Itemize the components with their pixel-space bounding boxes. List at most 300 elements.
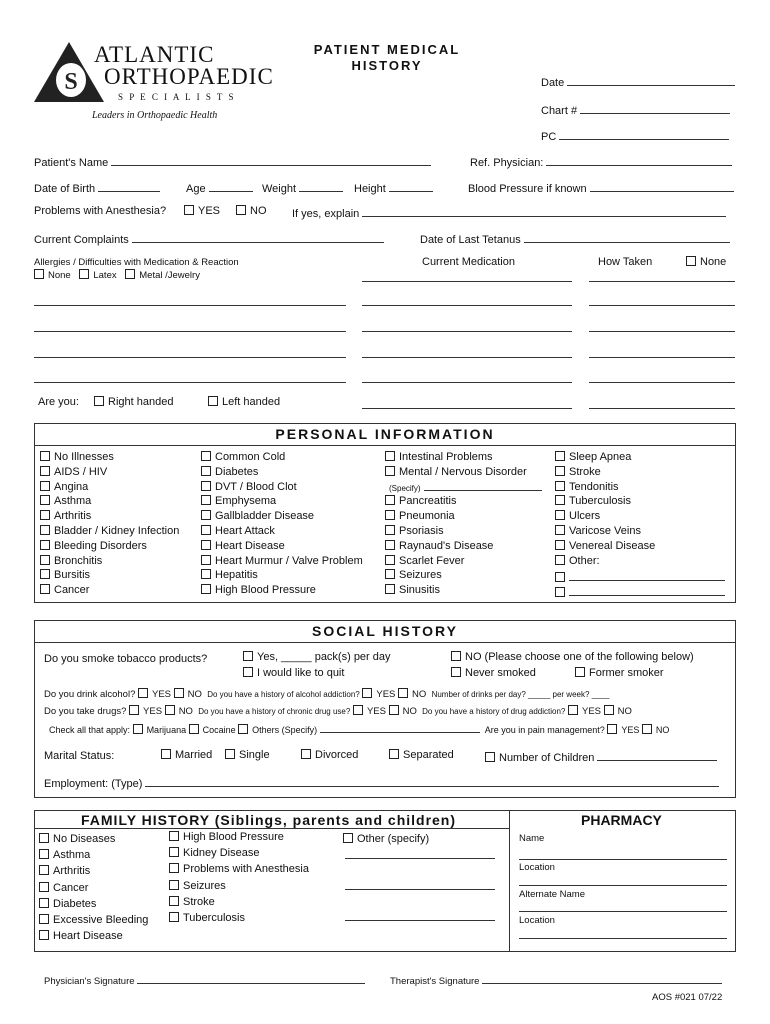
allergy-line[interactable] <box>34 357 346 358</box>
checkbox[interactable] <box>385 540 395 550</box>
family-problems-with-anesthesia-label: Problems with Anesthesia <box>183 863 309 876</box>
condition-tendonitis[interactable] <box>555 481 619 493</box>
checkbox[interactable] <box>34 269 44 279</box>
checkbox[interactable] <box>485 752 495 762</box>
patient-name-field[interactable] <box>34 154 431 169</box>
condition-pneumonia[interactable] <box>385 510 455 522</box>
logo-line3: S P E C I A L I S T S <box>118 92 236 102</box>
checkbox[interactable] <box>39 833 49 843</box>
no-label: NO <box>412 689 427 700</box>
family-stroke[interactable] <box>169 896 215 908</box>
family-no-diseases[interactable] <box>39 833 115 845</box>
checkbox[interactable] <box>686 256 696 266</box>
checkbox[interactable] <box>362 688 372 698</box>
condition-hepatitis[interactable] <box>201 569 258 581</box>
checkbox[interactable] <box>169 847 179 857</box>
checkbox[interactable] <box>161 749 171 759</box>
family-heart-disease-label: Heart Disease <box>53 930 123 943</box>
condition-hepatitis-label: Hepatitis <box>215 569 258 582</box>
family-cancer[interactable] <box>39 882 88 894</box>
checkbox[interactable] <box>243 667 253 677</box>
family-high-blood-pressure[interactable] <box>169 831 284 843</box>
single-option[interactable] <box>225 749 270 761</box>
condition-pancreatitis-label: Pancreatitis <box>399 495 457 508</box>
condition-arthritis-label: Arthritis <box>54 510 92 523</box>
check-all-row <box>49 723 669 735</box>
family-diabetes-label: Diabetes <box>53 897 97 910</box>
smoke-yes-option[interactable] <box>243 651 391 663</box>
family-no-diseases-label: No Diseases <box>53 833 116 845</box>
right-handed-label: Right handed <box>108 396 174 408</box>
checkbox[interactable] <box>40 510 50 520</box>
divorced-option[interactable] <box>301 749 358 761</box>
former-smoker-option[interactable] <box>575 667 664 679</box>
condition-gallbladder-disease[interactable] <box>201 510 314 522</box>
checkbox[interactable] <box>343 833 353 843</box>
medication-none[interactable] <box>686 256 726 268</box>
condition-bursitis-label: Bursitis <box>54 569 91 582</box>
checkbox[interactable] <box>385 451 395 461</box>
allergy-none[interactable] <box>34 270 71 281</box>
checkbox[interactable] <box>201 584 211 594</box>
condition-other[interactable] <box>555 555 600 567</box>
allergy-metal-label: Metal /Jewelry <box>139 270 200 281</box>
family-kidney-disease-label: Kidney Disease <box>183 847 260 860</box>
pharmacy-name-label: Name <box>519 833 545 844</box>
age-label: Age <box>186 183 206 195</box>
checkbox[interactable] <box>40 555 50 565</box>
medication-none-label: None <box>700 256 727 268</box>
checkbox[interactable] <box>133 724 143 734</box>
condition-bladder-kidney-infection-label: Bladder / Kidney Infection <box>54 525 180 537</box>
checkbox[interactable] <box>385 466 395 476</box>
condition-other-label: Other: <box>569 554 600 567</box>
family-asthma[interactable] <box>39 849 90 861</box>
condition-angina[interactable] <box>40 481 88 493</box>
checkbox[interactable] <box>385 525 395 535</box>
condition-emphysema[interactable] <box>201 495 276 507</box>
employment-field[interactable] <box>44 775 719 790</box>
checkbox[interactable] <box>568 705 578 715</box>
family-kidney-disease[interactable] <box>169 847 259 859</box>
anesthesia-explain-field[interactable] <box>292 205 726 220</box>
condition-seizures[interactable] <box>385 569 442 581</box>
checkbox[interactable] <box>385 555 395 565</box>
family-seizures-label: Seizures <box>183 879 226 892</box>
complaints-label: Current Complaints <box>34 234 129 246</box>
date-field[interactable] <box>541 74 735 89</box>
condition-ulcers-label: Ulcers <box>569 510 601 523</box>
chart-field[interactable] <box>541 102 730 117</box>
condition-sleep-apnea[interactable] <box>555 451 631 463</box>
anesthesia-no-label: NO <box>250 205 267 217</box>
checkbox[interactable] <box>138 688 148 698</box>
condition-no-illnesses-label: No Illnesses <box>54 451 114 463</box>
family-seizures[interactable] <box>169 880 226 892</box>
page-title-line2: HISTORY <box>351 58 423 73</box>
pharmacy-alt-name-line[interactable] <box>519 911 727 912</box>
condition-stroke[interactable] <box>555 466 601 478</box>
medication-line[interactable] <box>362 281 572 282</box>
tetanus-field[interactable] <box>420 231 730 246</box>
checkbox[interactable] <box>555 510 565 520</box>
condition-cancer-label: Cancer <box>54 584 90 597</box>
allergy-line[interactable] <box>34 305 346 306</box>
checkbox[interactable] <box>642 724 652 734</box>
allergy-line[interactable] <box>34 382 346 383</box>
checkbox[interactable] <box>451 667 461 677</box>
date-label: Date <box>541 77 565 89</box>
checkbox[interactable] <box>40 584 50 594</box>
condition-angina-label: Angina <box>54 480 89 493</box>
condition-bladder-kidney-infection[interactable] <box>40 525 179 537</box>
medication-line[interactable] <box>362 357 572 358</box>
family-excessive-bleeding[interactable] <box>39 914 148 926</box>
left-handed-option[interactable] <box>208 396 280 408</box>
checkbox[interactable] <box>169 912 179 922</box>
how-taken-line[interactable] <box>589 281 735 282</box>
anesthesia-no[interactable] <box>236 205 267 217</box>
checkbox[interactable] <box>125 269 135 279</box>
no-label: NO <box>187 689 202 700</box>
allergy-latex[interactable] <box>79 270 116 281</box>
children-field[interactable] <box>485 749 717 764</box>
condition-sinusitis[interactable] <box>385 584 440 596</box>
checkbox[interactable] <box>389 705 399 715</box>
checkbox[interactable] <box>201 451 211 461</box>
checkbox[interactable] <box>451 651 461 661</box>
condition-cancer[interactable] <box>40 584 89 596</box>
checkbox[interactable] <box>40 540 50 550</box>
no-label: NO <box>617 706 632 717</box>
checkbox[interactable] <box>353 705 363 715</box>
condition-heart-murmur-valve-problem[interactable] <box>201 555 363 567</box>
marijuana-label: Marijuana <box>146 725 187 735</box>
condition-dvt-blood-clot[interactable] <box>201 481 297 493</box>
yes-label: YES <box>152 689 172 700</box>
smoke-question: Do you smoke tobacco products? <box>44 653 208 665</box>
employment-label: Employment: (Type) <box>44 778 143 790</box>
condition-bleeding-disorders[interactable] <box>40 540 147 552</box>
checkbox[interactable] <box>208 396 218 406</box>
pharmacy-alt-name-label: Alternate Name <box>519 889 586 900</box>
pharmacy-name-line[interactable] <box>519 859 727 860</box>
condition-seizures-label: Seizures <box>399 569 442 582</box>
check-all-label: Check all that apply: <box>49 725 131 735</box>
anesthesia-label: Problems with Anesthesia? <box>34 205 167 217</box>
other-condition-field[interactable] <box>555 584 725 599</box>
checkbox[interactable] <box>385 569 395 579</box>
checkbox[interactable] <box>174 688 184 698</box>
checkbox[interactable] <box>129 705 139 715</box>
yes-label: YES <box>621 725 640 735</box>
checkbox[interactable] <box>94 396 104 406</box>
allergies-label: Allergies / Difficulties with Medication & Reaction <box>34 257 239 268</box>
drug-history-label: Do you have a history of chronic drug use? <box>198 707 351 716</box>
checkbox[interactable] <box>39 914 49 924</box>
personal-information-section <box>34 423 736 603</box>
condition-aids-hiv-label: AIDS / HIV <box>54 465 108 478</box>
checkbox[interactable] <box>169 831 179 841</box>
divorced-label: Divorced <box>315 749 359 761</box>
family-other-option[interactable] <box>343 833 429 845</box>
smoke-no-option[interactable] <box>451 651 694 663</box>
checkbox[interactable] <box>39 898 49 908</box>
checkbox[interactable] <box>555 466 565 476</box>
checkbox[interactable] <box>385 584 395 594</box>
no-label: NO <box>402 706 417 717</box>
checkbox[interactable] <box>39 930 49 940</box>
checkbox[interactable] <box>555 525 565 535</box>
checkbox[interactable] <box>604 705 614 715</box>
checkbox[interactable] <box>243 651 253 661</box>
condition-common-cold[interactable] <box>201 451 285 463</box>
complaints-field[interactable] <box>34 231 384 246</box>
condition-arthritis[interactable] <box>40 510 91 522</box>
family-history-section <box>34 810 736 952</box>
condition-bronchitis-label: Bronchitis <box>54 554 103 567</box>
checkbox[interactable] <box>39 865 49 875</box>
condition-varicose-veins-label: Varicose Veins <box>569 525 641 537</box>
family-heart-disease[interactable] <box>39 930 123 942</box>
how-taken-line[interactable] <box>589 305 735 306</box>
are-you-label: Are you: <box>38 396 79 408</box>
condition-bleeding-disorders-label: Bleeding Disorders <box>54 539 147 552</box>
family-asthma-label: Asthma <box>53 849 91 862</box>
family-other-label: Other (specify) <box>357 833 430 845</box>
checkbox[interactable] <box>39 882 49 892</box>
checkbox[interactable] <box>40 525 50 535</box>
checkbox[interactable] <box>555 495 565 505</box>
yes-label: YES <box>581 706 601 717</box>
checkbox[interactable] <box>201 555 211 565</box>
checkbox[interactable] <box>225 749 235 759</box>
how-taken-line[interactable] <box>589 408 735 409</box>
never-smoked-option[interactable] <box>451 667 536 679</box>
checkbox[interactable] <box>555 540 565 550</box>
condition-tendonitis-label: Tendonitis <box>569 480 619 493</box>
condition-aids-hiv[interactable] <box>40 466 107 478</box>
checkbox[interactable] <box>555 555 565 565</box>
checkbox[interactable] <box>169 896 179 906</box>
condition-high-blood-pressure[interactable] <box>201 584 316 596</box>
checkbox[interactable] <box>201 525 211 535</box>
how-taken-line[interactable] <box>589 331 735 332</box>
condition-varicose-veins[interactable] <box>555 525 641 537</box>
age-field[interactable] <box>186 180 253 195</box>
other-condition-field[interactable] <box>555 569 725 584</box>
checkbox[interactable] <box>201 495 211 505</box>
logo-line1: ATLANTIC <box>94 42 215 67</box>
svg-text:S: S <box>64 69 78 95</box>
personal-information-title: PERSONAL INFORMATION <box>275 426 495 442</box>
checkbox[interactable] <box>385 510 395 520</box>
pc-field[interactable] <box>541 128 729 143</box>
dob-field[interactable] <box>34 180 160 195</box>
condition-pneumonia-label: Pneumonia <box>399 510 455 523</box>
condition-bronchitis[interactable] <box>40 555 102 567</box>
condition-raynaud-s-disease[interactable] <box>385 540 493 552</box>
condition-diabetes[interactable] <box>201 466 258 478</box>
condition-psoriasis[interactable] <box>385 525 444 537</box>
anesthesia-yes[interactable] <box>184 205 220 217</box>
specify-field[interactable] <box>389 482 542 493</box>
logo-tagline: Leaders in Orthopaedic Health <box>92 110 218 121</box>
family-other-line[interactable] <box>345 920 495 921</box>
alcohol-label: Do you drink alcohol? <box>44 689 136 700</box>
condition-asthma[interactable] <box>40 495 91 507</box>
ref-physician-field[interactable] <box>470 154 732 169</box>
checkbox[interactable] <box>555 572 565 582</box>
pharmacy-location-line[interactable] <box>519 885 727 886</box>
page-title-line1: PATIENT MEDICAL <box>313 42 461 57</box>
height-field[interactable] <box>354 180 433 195</box>
checkbox[interactable] <box>165 705 175 715</box>
checkbox[interactable] <box>555 481 565 491</box>
smoke-yes-label: Yes, _____ pack(s) per day <box>257 651 391 663</box>
checkbox[interactable] <box>79 269 89 279</box>
condition-tuberculosis[interactable] <box>555 495 631 507</box>
checkbox[interactable] <box>40 451 50 461</box>
checkbox[interactable] <box>201 540 211 550</box>
checkbox[interactable] <box>169 880 179 890</box>
medication-line[interactable] <box>362 408 572 409</box>
yes-label: YES <box>376 689 396 700</box>
pharmacy-location2-label: Location <box>519 915 555 926</box>
condition-scarlet-fever[interactable] <box>385 555 464 567</box>
checkbox[interactable] <box>169 863 179 873</box>
medication-line[interactable] <box>362 305 572 306</box>
condition-heart-disease[interactable] <box>201 540 285 552</box>
condition-intestinal-problems[interactable] <box>385 451 493 463</box>
condition-venereal-disease[interactable] <box>555 540 655 552</box>
checkbox[interactable] <box>201 510 211 520</box>
family-cancer-label: Cancer <box>53 881 89 894</box>
checkbox[interactable] <box>607 724 617 734</box>
family-other-line[interactable] <box>345 858 495 859</box>
checkbox[interactable] <box>389 749 399 759</box>
condition-common-cold-label: Common Cold <box>215 451 286 463</box>
form-code: AOS #021 07/22 <box>652 992 723 1003</box>
condition-scarlet-fever-label: Scarlet Fever <box>399 554 465 567</box>
checkbox[interactable] <box>184 205 194 215</box>
checkbox[interactable] <box>575 667 585 677</box>
condition-bursitis[interactable] <box>40 569 90 581</box>
weight-label: Weight <box>262 183 297 195</box>
checkbox[interactable] <box>301 749 311 759</box>
dob-label: Date of Birth <box>34 183 96 195</box>
smoke-quit-option[interactable] <box>243 667 344 679</box>
checkbox[interactable] <box>555 451 565 461</box>
condition-sleep-apnea-label: Sleep Apnea <box>569 451 632 463</box>
checkbox[interactable] <box>40 569 50 579</box>
anesthesia-yes-label: YES <box>198 205 221 217</box>
physician-signature-label: Physician's Signature <box>44 976 135 987</box>
condition-pancreatitis[interactable] <box>385 495 456 507</box>
how-taken-label: How Taken <box>598 256 653 268</box>
checkbox[interactable] <box>40 466 50 476</box>
cocaine-label: Cocaine <box>202 725 236 735</box>
family-other-line[interactable] <box>345 889 495 890</box>
allergy-line[interactable] <box>34 331 346 332</box>
checkbox[interactable] <box>201 466 211 476</box>
others-label: Others (Specify) <box>252 725 318 735</box>
condition-psoriasis-label: Psoriasis <box>399 525 444 537</box>
weight-field[interactable] <box>262 180 343 195</box>
checkbox[interactable] <box>201 569 211 579</box>
yes-label: YES <box>143 706 163 717</box>
condition-ulcers[interactable] <box>555 510 600 522</box>
checkbox[interactable] <box>238 724 248 734</box>
checkbox[interactable] <box>189 724 199 734</box>
pc-label: PC <box>541 131 557 143</box>
page-title <box>306 42 468 74</box>
family-diabetes[interactable] <box>39 898 96 910</box>
smoke-no-label: NO (Please choose one of the following below) <box>465 651 694 663</box>
condition-diabetes-label: Diabetes <box>215 465 259 478</box>
checkbox[interactable] <box>555 587 565 597</box>
condition-heart-disease-label: Heart Disease <box>215 539 285 552</box>
single-label: Single <box>239 749 270 761</box>
former-smoker-label: Former smoker <box>589 667 664 679</box>
therapist-signature-field[interactable] <box>390 972 722 987</box>
blood-pressure-field[interactable] <box>468 180 734 195</box>
checkbox[interactable] <box>398 688 408 698</box>
checkbox[interactable] <box>385 495 395 505</box>
marital-status-label: Marital Status: <box>44 750 115 762</box>
how-taken-line[interactable] <box>589 357 735 358</box>
family-excessive-bleeding-label: Excessive Bleeding <box>53 914 149 926</box>
condition-heart-attack[interactable] <box>201 525 275 537</box>
family-high-blood-pressure-label: High Blood Pressure <box>183 831 284 843</box>
married-label: Married <box>175 749 213 761</box>
pain-management-label: Are you in pain management? <box>484 725 605 735</box>
checkbox[interactable] <box>40 495 50 505</box>
family-stroke-label: Stroke <box>183 895 215 908</box>
pharmacy-location2-line[interactable] <box>519 938 727 939</box>
condition-mental-nervous-disorder[interactable] <box>385 466 527 478</box>
checkbox[interactable] <box>40 481 50 491</box>
family-tuberculosis[interactable] <box>169 912 245 924</box>
condition-gallbladder-disease-label: Gallbladder Disease <box>215 510 315 523</box>
children-label: Number of Children <box>499 752 595 764</box>
social-history-title: SOCIAL HISTORY <box>312 623 458 639</box>
allergy-metal[interactable] <box>125 270 200 281</box>
condition-stroke-label: Stroke <box>569 465 601 478</box>
family-arthritis[interactable] <box>39 865 90 877</box>
how-taken-line[interactable] <box>589 382 735 383</box>
checkbox[interactable] <box>39 849 49 859</box>
drugs-label: Do you take drugs? <box>44 706 127 717</box>
family-arthritis-label: Arthritis <box>53 865 91 878</box>
checkbox[interactable] <box>201 481 211 491</box>
condition-no-illnesses[interactable] <box>40 451 114 463</box>
drinks-label: Number of drinks per day? _____ per week? ____ <box>431 690 610 699</box>
separated-option[interactable] <box>389 749 454 761</box>
right-handed-option[interactable] <box>94 396 173 408</box>
checkbox[interactable] <box>236 205 246 215</box>
family-problems-with-anesthesia[interactable] <box>169 863 309 875</box>
condition-emphysema-label: Emphysema <box>215 495 277 508</box>
anesthesia-explain-label: If yes, explain <box>292 208 360 220</box>
medication-line[interactable] <box>362 331 572 332</box>
physician-signature-field[interactable] <box>44 972 365 987</box>
medication-line[interactable] <box>362 382 572 383</box>
anesthesia-question <box>34 205 166 217</box>
smoke-quit-label: I would like to quit <box>257 667 345 679</box>
married-option[interactable] <box>161 749 212 761</box>
allergy-latex-label: Latex <box>93 270 117 281</box>
